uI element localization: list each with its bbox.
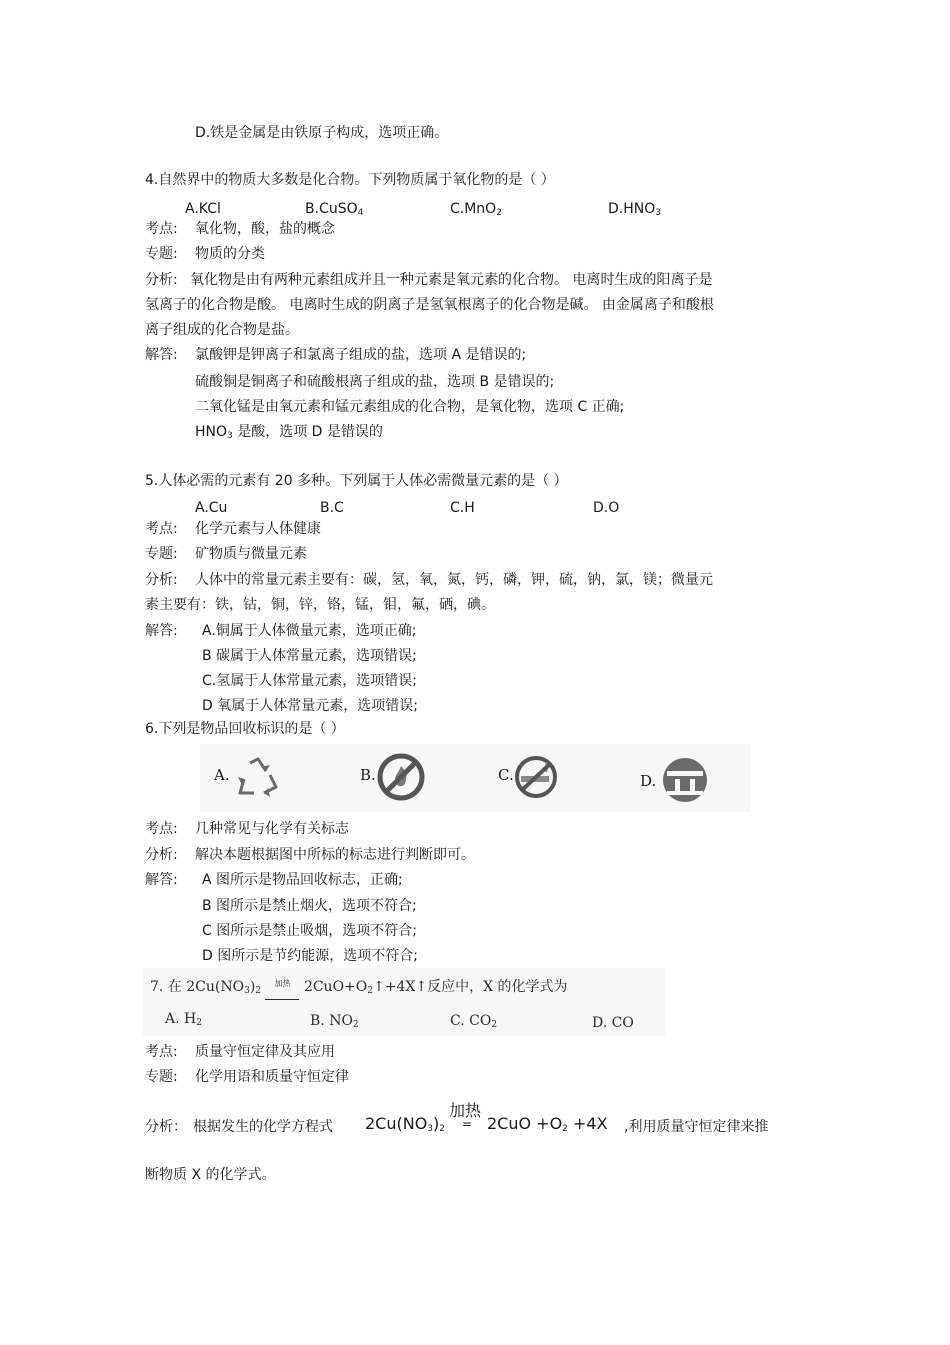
q7-heat-arrow: [265, 979, 299, 1000]
q6-jieda-line-3: C 图所示是禁止吸烟，选项不符合;: [202, 923, 417, 939]
q4-fenxi-line-2: 氢离子的化合物是酸。 电离时生成的阴离子是氢氧根离子的化合物是碱。 由金属离子和酸根: [145, 297, 714, 313]
q4-zhuanti-label: 专题:: [145, 246, 178, 262]
q6-stem: 6.下列是物品回收标识的是（ ）: [145, 721, 345, 737]
q4-zhuanti: 物质的分类: [195, 246, 265, 262]
q7-heat-label: 加热: [274, 979, 291, 988]
q6-jieda-line-2: B 图所示是禁止烟火，选项不符合;: [202, 898, 417, 914]
q6-kaodian: 几种常见与化学有关标志: [195, 821, 349, 837]
no-fire-icon: [374, 752, 428, 802]
q7-equation-condition: 加热: [449, 1101, 482, 1120]
q4-jieda-line-4: $HNO_3$ 是酸，选项 D 是错误的: [195, 424, 383, 441]
q5-jieda-line-1: A.铜属于人体微量元素，选项正确;: [202, 623, 417, 639]
q5-zhuanti-label: 专题:: [145, 546, 178, 562]
q4-fenxi-label: 分析:: [145, 272, 178, 288]
q6-jieda-line-4: D 图所示是节约能源，选项不符合;: [202, 948, 418, 964]
q5-option-a: A.Cu: [195, 500, 228, 516]
q7-fenxi-label: 分析：: [145, 1119, 187, 1135]
q4-jieda-label: 解答:: [145, 347, 178, 363]
q5-fenxi-line-1: 人体中的常量元素主要有：碳，氢，氧，氮，钙，磷，钾，硫，钠，氯，镁；微量元: [195, 572, 713, 588]
no-smoking-icon: [512, 754, 560, 800]
q7-stem: 7. 在 $2Cu(NO_3)_2$ 加热 $2CuO+O_2↑+4X↑$反应中，X 的化学式为: [150, 978, 567, 1000]
q4-kaodian-label: 考点:: [145, 221, 178, 237]
q7-equation-right: $2CuO +O_2 +4X$: [487, 1114, 608, 1134]
q5-option-b: B.C: [320, 500, 344, 516]
q5-kaodian: 化学元素与人体健康: [195, 521, 321, 537]
q5-zhuanti: 矿物质与微量元素: [195, 546, 307, 562]
q5-jieda-label: 解答:: [145, 623, 178, 639]
q7-fenxi-intro: 根据发生的化学方程式: [193, 1119, 333, 1135]
q7-zhuanti: 化学用语和质量守恒定律: [195, 1069, 349, 1085]
q7-equation-sign: =: [462, 1117, 473, 1131]
q4-kaodian: 氧化物，酸，盐的概念: [195, 221, 335, 237]
q4-jieda-line-2: 硫酸铜是铜离子和硫酸根离子组成的盐，选项 B 是错误的;: [195, 374, 555, 390]
q6-jieda-label: 解答:: [145, 872, 178, 888]
q4-option-b: B.CuSO$_4$: [305, 201, 364, 218]
q5-option-d: D.O: [593, 500, 620, 516]
q4-option-d: $D.HNO_3$: [608, 201, 661, 218]
q7-option-c: C. $CO_2$: [450, 1013, 498, 1030]
recycle-icon: [230, 755, 284, 799]
q7-kaodian: 质量守恒定律及其应用: [195, 1044, 335, 1060]
q3-option-d-explanation: D.铁是金属是由铁原子构成，选项正确。: [195, 125, 449, 141]
q7-option-d: D. CO: [592, 1015, 634, 1031]
q6-icon-label-d: D.: [640, 772, 657, 790]
q6-jieda-line-1: A 图所示是物品回收标志，正确;: [202, 872, 403, 888]
q4-option-c: C.MnO$_2$: [450, 201, 502, 218]
q4-option-a: A.KCl: [185, 201, 221, 217]
q6-fenxi: 解决本题根据图中所标的标志进行判断即可。: [195, 847, 475, 863]
q6-icon-label-a: A.: [214, 766, 230, 784]
q7-fenxi-continued: ,利用质量守恒定律来推: [624, 1119, 769, 1135]
q5-stem: 5.人体必需的元素有 20 多种。下列属于人体必需微量元素的是（ ）: [145, 473, 568, 489]
q7-equation-left: $2Cu(NO_3)_2$: [365, 1114, 446, 1134]
q7-kaodian-label: 考点:: [145, 1044, 178, 1060]
q5-jieda-line-2: B 碳属于人体常量元素，选项错误;: [202, 648, 417, 664]
q7-option-b: B. $NO_2$: [310, 1013, 359, 1030]
q5-jieda-line-3: C.氢属于人体常量元素，选项错误;: [202, 673, 417, 689]
q4-jieda-line-1: 氯酸钾是钾离子和氯离子组成的盐，选项 A 是错误的;: [195, 347, 527, 363]
q6-fenxi-label: 分析:: [145, 847, 178, 863]
q7-zhuanti-label: 专题:: [145, 1069, 178, 1085]
q6-kaodian-label: 考点:: [145, 821, 178, 837]
q5-jieda-line-4: D 氧属于人体常量元素，选项错误;: [202, 698, 418, 714]
q6-icon-label-c: C.: [498, 766, 514, 784]
q7-option-a: A. $H_2$: [165, 1011, 202, 1028]
q7-fenxi-line-2: 断物质 X 的化学式。: [145, 1167, 276, 1183]
q5-kaodian-label: 考点:: [145, 521, 178, 537]
q4-fenxi-line-3: 离子组成的化合物是盐。: [145, 322, 299, 338]
q4-jieda-line-3: 二氧化锰是由氧元素和锰元素组成的化合物，是氧化物，选项 C 正确;: [195, 399, 625, 415]
q4-fenxi-line-1: 氧化物是由有两种元素组成并且一种元素是氧元素的化合物。 电离时生成的阳离子是: [190, 272, 713, 288]
q4-stem: 4.自然界中的物质大多数是化合物。下列物质属于氧化物的是（ ）: [145, 172, 555, 188]
q5-option-c: C.H: [450, 500, 475, 516]
q5-fenxi-line-2: 素主要有：铁，钴，铜，锌，铬，锰，钼，氟，硒，碘。: [145, 597, 495, 613]
q5-fenxi-label: 分析:: [145, 572, 178, 588]
q6-icon-label-b: B.: [360, 766, 376, 784]
energy-saving-icon: [655, 755, 715, 805]
